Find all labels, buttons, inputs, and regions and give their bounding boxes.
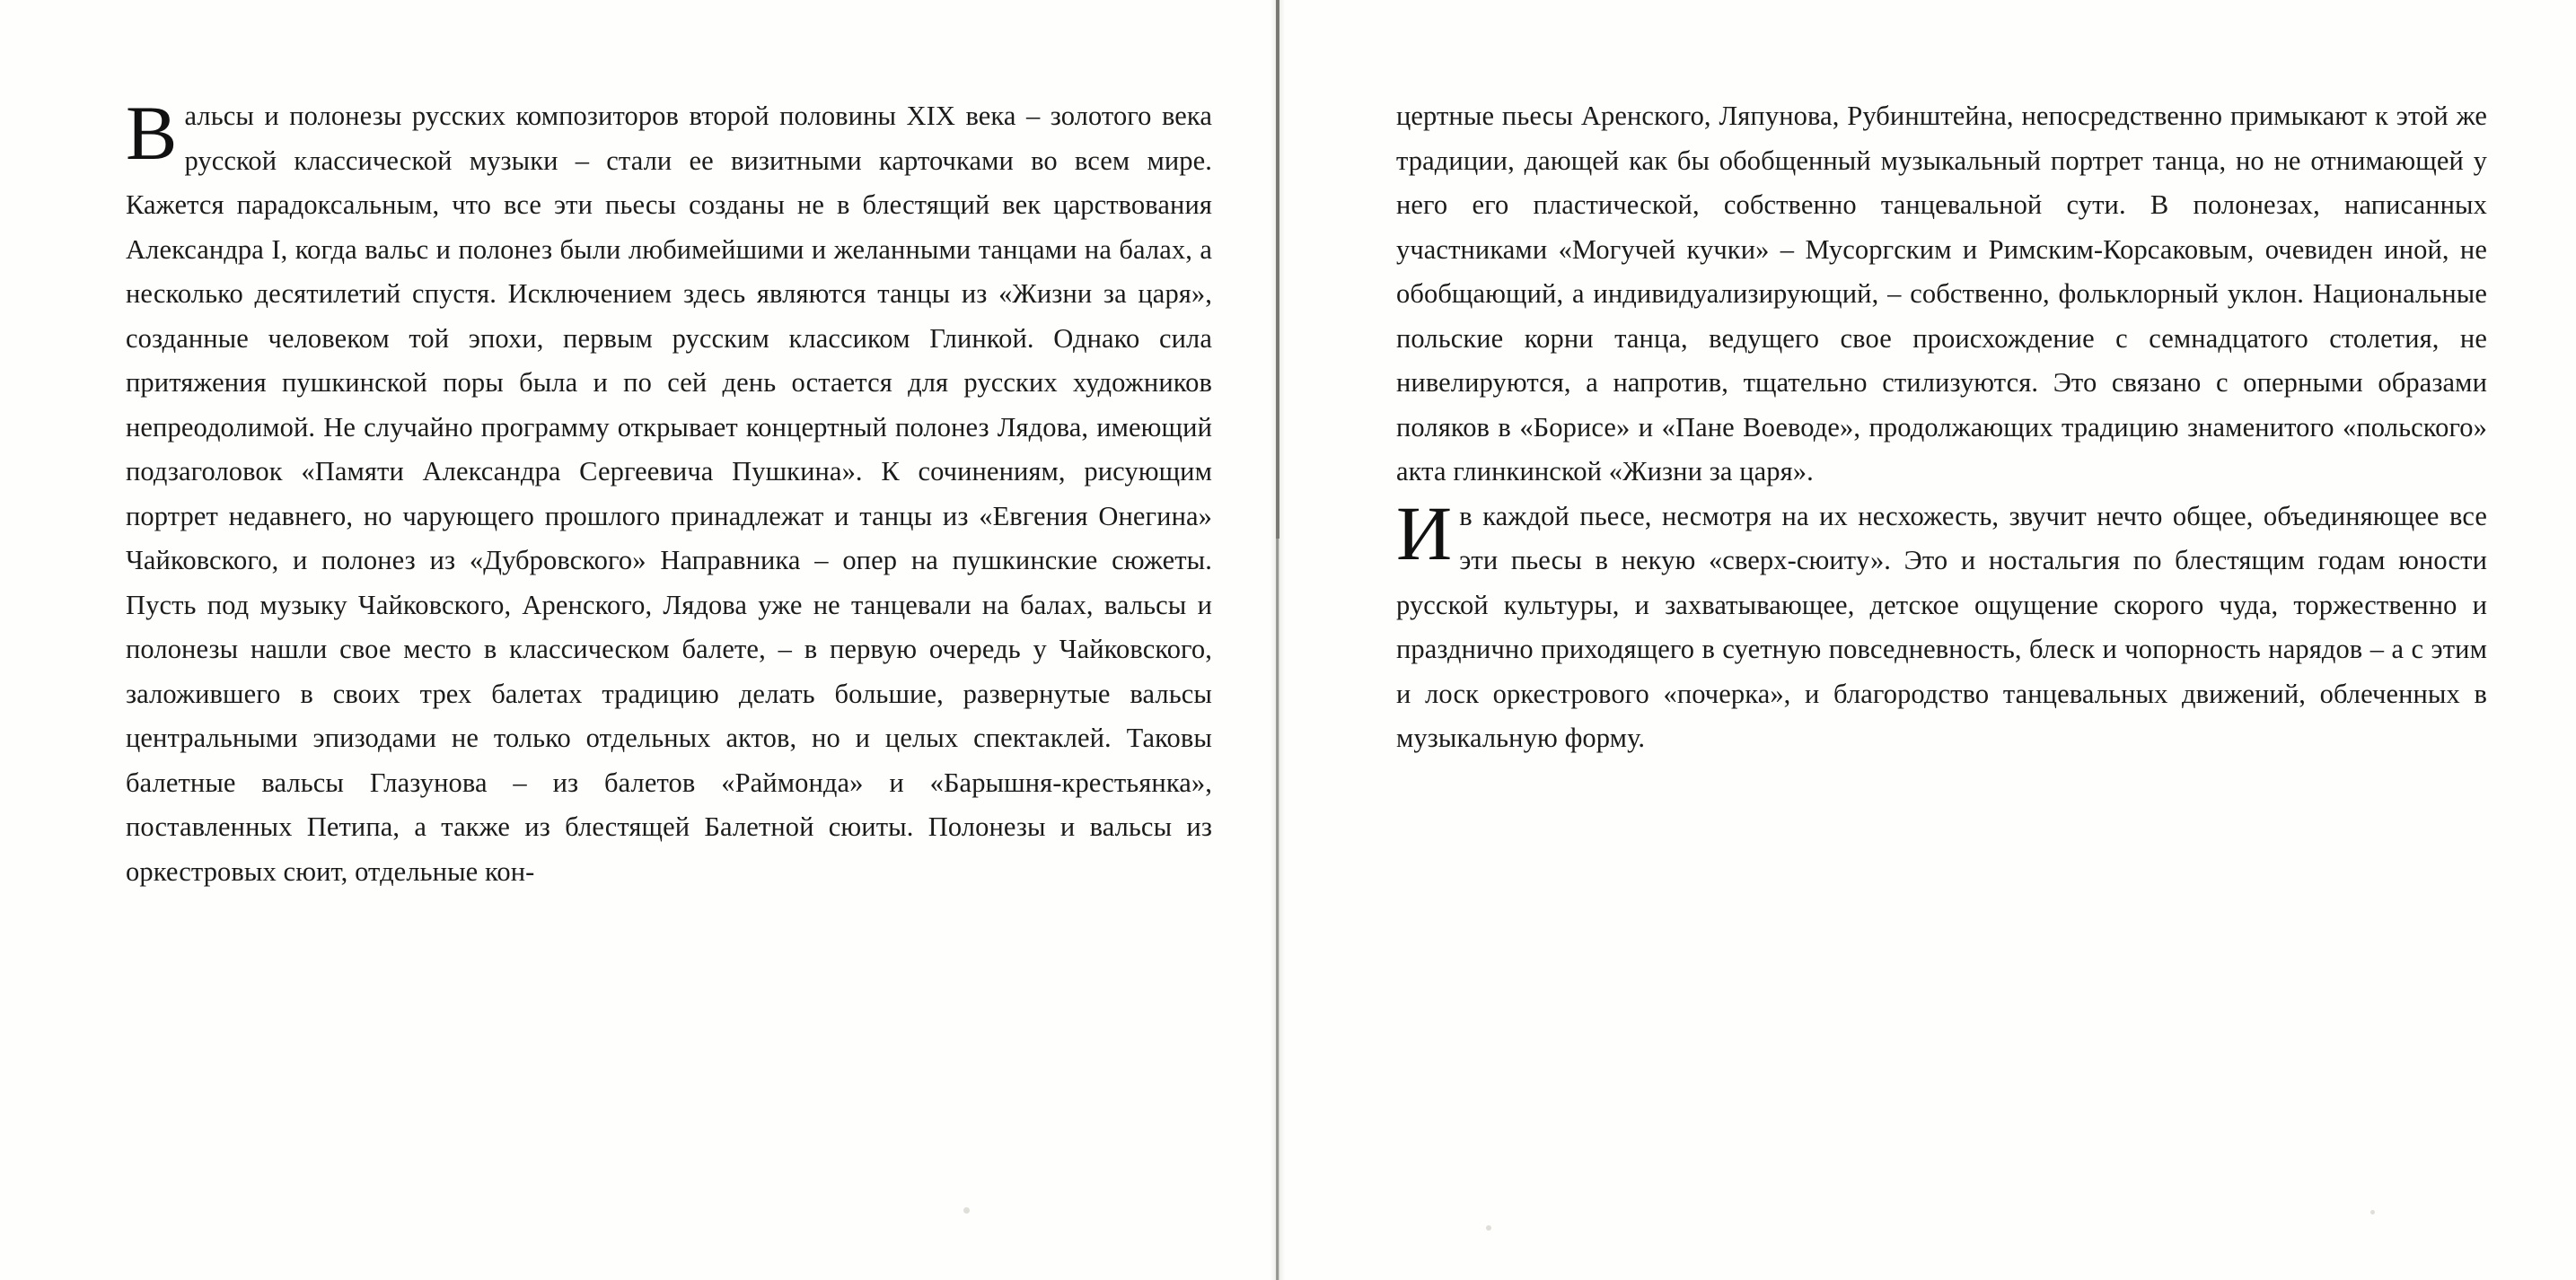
scan-speck [1486,1225,1491,1231]
paragraph-text: в каждой пьесе, несмотря на их несхожесть, звучит нечто общее, объединяющее все эти пьесы в некую «сверх-сюиту». Это и ностальгия по блестящим годам юности русской культуры, и захватывающее, детское ощущение скорого чуда, торжественно и празднично приходящего в суетную повседневность, блеск и чопорность нарядов – а с этим и лоск оркестрового «почерка», и благородство танцевальных движений, облеченных в музыкальную форму. [1396,500,2487,753]
left-page-text-column [126,90,1212,894]
paragraph-left-1 [126,90,1212,894]
drop-cap-letter: И [1396,489,1453,576]
drop-cap-letter: В [126,90,178,176]
scan-speck [963,1207,970,1214]
scan-speck [2370,1210,2375,1214]
page-gutter-shadow-top [1276,0,1279,539]
paragraph-text: альсы и полонезы русских композиторов второй половины XIX века – золотого века русской классической музыки – стали ее визитными карточками во всем мире. Кажется парадоксальным, что все эти пьесы созданы не в блестящий век царствования Александра I, когда вальс и полонез были любимейшими и желанными танцами на балах, а несколько десятилетий спустя. Исключением здесь являются танцы из «Жизни за царя», созданные человеком той эпохи, первым русским классиком Глинкой. Однако сила притяжения пушкинской поры была и по сей день остается для русских художников непреодолимой. Не случайно программу открывает концертный полонез Лядова, имеющий подзаголовок «Памяти Александра Сергеевича Пушкина». К сочинениям, рисующим портрет недавнего, но чарующего прошлого принадлежат и танцы из «Евгения Онегина» Чайковского, и полонез из «Дубровского» Направника – опер на пушкинские сюжеты. Пусть под музыку Чайковского, Аренского, Лядова уже не танцевали на балах, вальсы и полонезы нашли свое место в классическом балете, – в первую очередь у Чайковского, заложившего в своих трех балетах традицию делать большие, развернутые вальсы центральными эпизодами не только отдельных актов, но и целых спектаклей. Таковы балетные вальсы Глазунова – из балетов «Раймонда» и «Барышня-крестьянка», поставленных Петипа, а также из блестящей Балетной сюиты. Полонезы и вальсы из оркестровых сюит, отдельные кон- [126,101,1212,887]
paragraph-text: цертные пьесы Аренского, Ляпунова, Рубинштейна, непосредственно примыкают к этой же традиции, дающей как бы обобщенный музыкальный портрет танца, но не отнимающей у него его пластической, собственно танцевальной сути. В полонезах, написанных участниками «Могучей кучки» – Мусоргским и Римским-Корсаковым, очевиден иной, не обобщающий, а индивидуализирующий, – собственно, фольклорный уклон. Национальные польские корни танца, ведущего свое происхождение с семнадцатого столетия, не нивелируются, а напротив, тщательно стилизуются. Это связано с оперными образами поляков в «Борисе» и «Пане Воеводе», продолжающих традицию знаменитого «польского» акта глинкинской «Жизни за царя». [1396,101,2487,487]
page-gutter-shadow-bottom [1276,539,1279,1280]
paragraph-right-2 [1396,489,2487,761]
right-page-text-column [1396,94,2487,761]
paragraph-right-1 [1396,94,2487,495]
